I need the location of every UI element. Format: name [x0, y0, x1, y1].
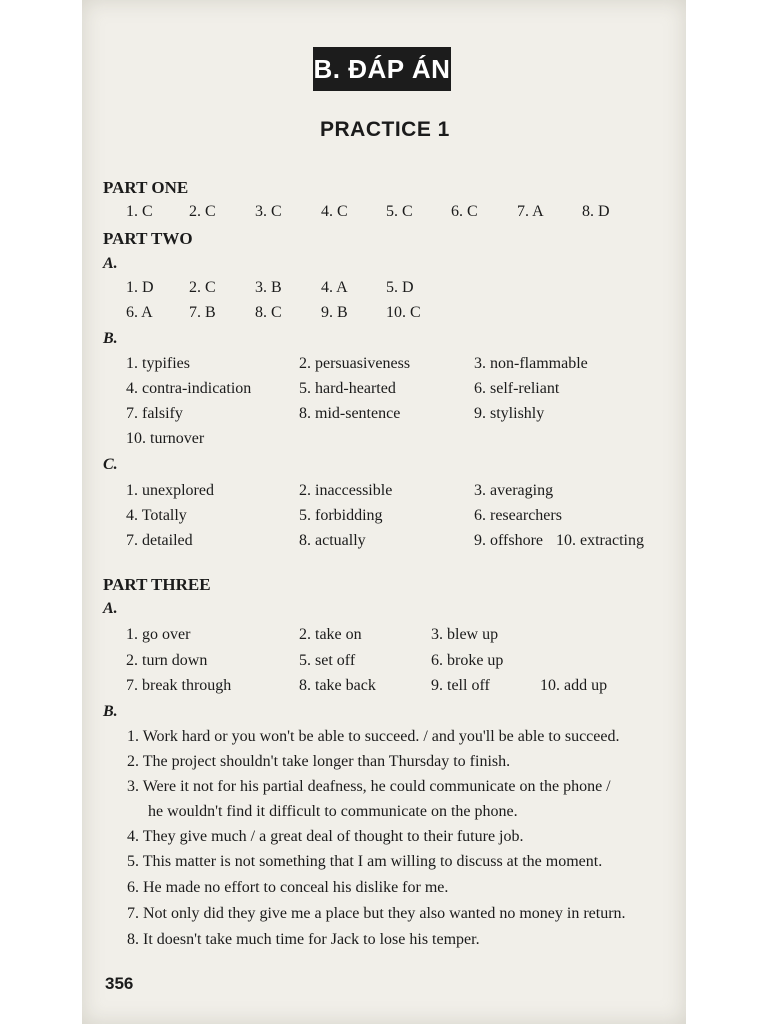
answer-item: 9. tell off [431, 677, 490, 694]
answer-item: 10. turnover [126, 430, 205, 447]
answer-item: 10. C [386, 304, 421, 321]
section-b-label: B. [103, 330, 118, 347]
answer-item: 1. C [126, 203, 153, 220]
answer-item: 8. actually [299, 532, 366, 549]
answer-item: 8. mid-sentence [299, 405, 401, 422]
answer-sentence: 2. The project shouldn't take longer than Thursday to finish. [127, 753, 511, 770]
section-a-label: A. [103, 255, 118, 272]
answer-item: 6. broke up [431, 652, 504, 669]
answer-item: 5. hard-hearted [299, 380, 396, 397]
section-b-label: B. [103, 703, 118, 720]
answer-sentence: 8. It doesn't take much time for Jack to lose his temper. [127, 931, 480, 948]
answer-key-header: B. ĐÁP ÁN [313, 47, 451, 91]
answer-item: 5. forbidding [299, 507, 383, 524]
answer-item: 7. B [189, 304, 216, 321]
answer-item: 5. C [386, 203, 413, 220]
answer-item: 3. non-flammable [474, 355, 588, 372]
answer-item: 9. B [321, 304, 348, 321]
answer-item: 7. break through [126, 677, 232, 694]
answer-item: 10. extracting [556, 532, 644, 549]
answer-item: 1. go over [126, 626, 191, 643]
answer-item: 2. turn down [126, 652, 208, 669]
practice-title: PRACTICE 1 [320, 118, 450, 141]
answer-item: 1. typifies [126, 355, 190, 372]
answer-item: 5. set off [299, 652, 356, 669]
answer-item: 3. C [255, 203, 282, 220]
answer-item: 4. C [321, 203, 348, 220]
answer-item: 3. blew up [431, 626, 499, 643]
answer-item: 4. Totally [126, 507, 187, 524]
part-one-heading: PART ONE [103, 178, 189, 197]
answer-item: 2. C [189, 203, 216, 220]
answer-item: 7. detailed [126, 532, 193, 549]
section-c-label: C. [103, 456, 118, 473]
answer-item: 6. researchers [474, 507, 562, 524]
answer-item: 1. unexplored [126, 482, 214, 499]
answer-item: 6. A [126, 304, 153, 321]
part-three-heading: PART THREE [103, 575, 211, 594]
answer-item: 8. C [255, 304, 282, 321]
answer-item: 2. persuasiveness [299, 355, 411, 372]
answer-item: 3. averaging [474, 482, 554, 499]
answer-item: 7. falsify [126, 405, 183, 422]
answer-item: 2. C [189, 279, 216, 296]
page-number: 356 [105, 974, 134, 993]
answer-item: 9. offshore [474, 532, 544, 549]
answer-item: 8. take back [299, 677, 376, 694]
answer-item: 7. A [517, 203, 544, 220]
section-a-label: A. [103, 600, 118, 617]
answer-item: 6. self-reliant [474, 380, 560, 397]
answer-item: 4. contra-indication [126, 380, 252, 397]
answer-item: 8. D [582, 203, 610, 220]
answer-item: 10. add up [540, 677, 608, 694]
answer-item: 1. D [126, 279, 154, 296]
answer-sentence: 4. They give much / a great deal of thought to their future job. [127, 828, 524, 845]
answer-item: 5. D [386, 279, 414, 296]
answer-sentence: 1. Work hard or you won't be able to succeed. / and you'll be able to succeed. [127, 728, 620, 745]
answer-item: 2. take on [299, 626, 362, 643]
answer-item: 6. C [451, 203, 478, 220]
answer-item: 2. inaccessible [299, 482, 393, 499]
answer-sentence: 6. He made no effort to conceal his dislike for me. [127, 879, 449, 896]
answer-sentence: 7. Not only did they give me a place but they also wanted no money in return. [127, 905, 626, 922]
answer-sentence: 3. Were it not for his partial deafness, he could communicate on the phone / [127, 778, 611, 795]
answer-sentence-continuation: he wouldn't find it difficult to communicate on the phone. [148, 803, 518, 820]
part-two-heading: PART TWO [103, 229, 193, 248]
answer-item: 4. A [321, 279, 348, 296]
answer-item: 9. stylishly [474, 405, 545, 422]
answer-item: 3. B [255, 279, 282, 296]
answer-sentence: 5. This matter is not something that I am willing to discuss at the moment. [127, 853, 603, 870]
